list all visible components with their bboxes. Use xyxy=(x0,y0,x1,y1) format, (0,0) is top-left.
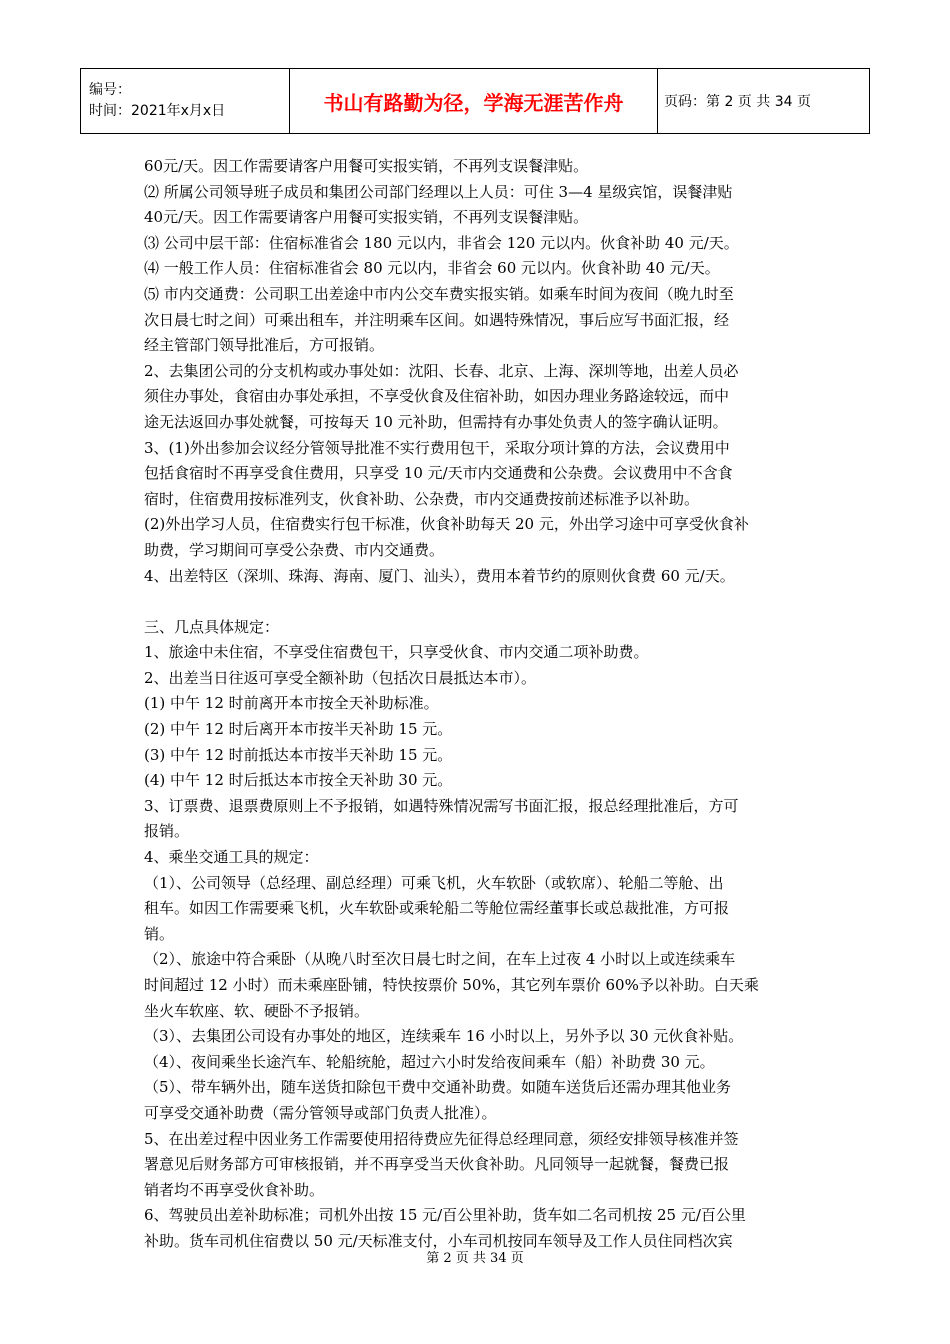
body-line: 3、订票费、退票费原则上不予报销，如遇特殊情况需写书面汇报，报总经理批准后，方可 xyxy=(144,796,739,815)
body-line: （3）、去集团公司设有办事处的地区，连续乘车 16 小时以上，另外予以 30 元伙食补贴。 xyxy=(144,1027,744,1046)
body-line: 2、出差当日往返可享受全额补助（包括次日晨抵达本市）。 xyxy=(144,668,537,687)
document-date-label: 时间：2021年x月x日 xyxy=(89,103,226,119)
body-line: 销。 xyxy=(144,924,175,943)
body-line: 4、乘坐交通工具的规定： xyxy=(144,848,319,867)
body-line: 署意见后财务部方可审核报销，并不再享受当天伙食补助。凡同领导一起就餐，餐费已报 xyxy=(144,1155,730,1174)
header-page-label: 页码：第 2 页 共 34 页 xyxy=(658,69,870,134)
body-line: (2)外出学习人员，住宿费实行包干标准，伙食补助每天 20 元，外出学习途中可享受伙食补 xyxy=(144,515,749,534)
header-meta-cell xyxy=(81,69,290,134)
body-line: ⑷ 一般工作人员：住宿标准省会 80 元以内，非省会 60 元以内。伙食补助 40 元/天。 xyxy=(144,259,720,278)
page-footer: 第 2 页 共 34 页 xyxy=(426,1251,524,1266)
body-line: 60元/天。因工作需要请客户用餐可实报实销，不再列支误餐津贴。 xyxy=(144,157,589,175)
body-line: 1、旅途中未住宿，不享受住宿费包干，只享受伙食、市内交通二项补助费。 xyxy=(144,643,649,662)
body-line: （5）、带车辆外出，随车送货扣除包干费中交通补助费。如随车送货后还需办理其他业务 xyxy=(144,1078,732,1097)
body-line: 40元/天。因工作需要请客户用餐可实报实销，不再列支误餐津贴。 xyxy=(144,208,589,227)
body-line: 2、去集团公司的分支机构或办事处如：沈阳、长春、北京、上海、深圳等地，出差人员必 xyxy=(144,361,739,380)
document-body xyxy=(144,154,812,1255)
body-line: 5、在出差过程中因业务工作需要使用招待费应先征得总经理同意，须经安排领导核准并签 xyxy=(144,1129,739,1148)
body-line: （1）、公司领导（总经理、副总经理）可乘飞机，火车软卧（或软席）、轮船二等舱、出 xyxy=(144,873,724,892)
body-line: 三、几点具体规定： xyxy=(144,617,280,636)
document-number-label: 编号： xyxy=(89,82,131,98)
body-line: (1) 中午 12 时前离开本市按全天补助标准。 xyxy=(144,694,439,713)
body-line: 途无法返回办事处就餐，可按每天 10 元补助，但需持有办事处负责人的签字确认证明。 xyxy=(144,412,728,431)
body-line: ⑶ 公司中层干部：住宿标准省会 180 元以内，非省会 120 元以内。伙食补助 40 元/天。 xyxy=(144,233,739,252)
body-line: (4) 中午 12 时后抵达本市按全天补助 30 元。 xyxy=(144,771,453,790)
body-line: 3、(1)外出参加会议经分管领导批准不实行费用包干，采取分项计算的方法，会议费用中 xyxy=(144,438,730,457)
body-line: 补助。货车司机住宿费以 50 元/天标准支付，小车司机按同车领导及工作人员住同档次宾 xyxy=(144,1231,733,1250)
body-line: ⑸ 市内交通费：公司职工出差途中市内公交车费实报实销。如乘车时间为夜间（晚九时至 xyxy=(144,284,734,303)
document-header xyxy=(80,68,870,134)
body-line: （2）、旅途中符合乘卧（从晚八时至次日晨七时之间，在车上过夜 4 小时以上或连续乘车 xyxy=(144,950,736,969)
body-line: 坐火车软座、软、硬卧不予报销。 xyxy=(144,1001,370,1020)
body-line: 助费，学习期间可享受公杂费、市内交通费。 xyxy=(144,540,445,559)
body-line: 须住办事处，食宿由办事处承担，不享受伙食及住宿补助，如因办理业务路途较远，而中 xyxy=(144,387,730,406)
body-line: (2) 中午 12 时后离开本市按半天补助 15 元。 xyxy=(144,720,453,739)
body-line: 次日晨七时之间）可乘出租车，并注明乘车区间。如遇特殊情况，事后应写书面汇报，经 xyxy=(144,310,730,329)
body-line: 经主管部门领导批准后，方可报销。 xyxy=(144,336,385,355)
body-line: 4、出差特区（深圳、珠海、海南、厦门、汕头），费用本着节约的原则伙食费 60 元/天。 xyxy=(144,566,735,585)
body-line: 包括食宿时不再享受食住费用，只享受 10 元/天市内交通费和公杂费。会议费用中不含食 xyxy=(144,464,733,483)
body-line: 时间超过 12 小时）而未乘座卧铺，特快按票价 50%，其它列车票价 60%予以补助。白天乘 xyxy=(144,976,759,994)
body-line: 租车。如因工作需要乘飞机，火车软卧或乘轮船二等舱位需经董事长或总裁批准，方可报 xyxy=(144,899,730,918)
body-line: 6、驾驶员出差补助标准；司机外出按 15 元/百公里补助，货车如二名司机按 25 元/百公里 xyxy=(144,1206,746,1225)
body-line: ⑵ 所属公司领导班子成员和集团公司部门经理以上人员：可住 3—4 星级宾馆，误餐津贴 xyxy=(144,182,733,201)
body-line: 报销。 xyxy=(144,822,190,841)
body-line: 销者均不再享受伙食补助。 xyxy=(144,1180,325,1199)
body-line xyxy=(144,589,812,615)
header-motto: 书山有路勤为径，学海无涯苦作舟 xyxy=(290,69,658,134)
body-line: 宿时，住宿费用按标准列支，伙食补助、公杂费，市内交通费按前述标准予以补助。 xyxy=(144,489,700,508)
body-line: (3) 中午 12 时前抵达本市按半天补助 15 元。 xyxy=(144,745,453,764)
body-line: （4）、夜间乘坐长途汽车、轮船统舱，超过六小时发给夜间乘车（船）补助费 30 元。 xyxy=(144,1052,715,1071)
body-line: 可享受交通补助费（需分管领导或部门负责人批准）。 xyxy=(144,1103,497,1122)
